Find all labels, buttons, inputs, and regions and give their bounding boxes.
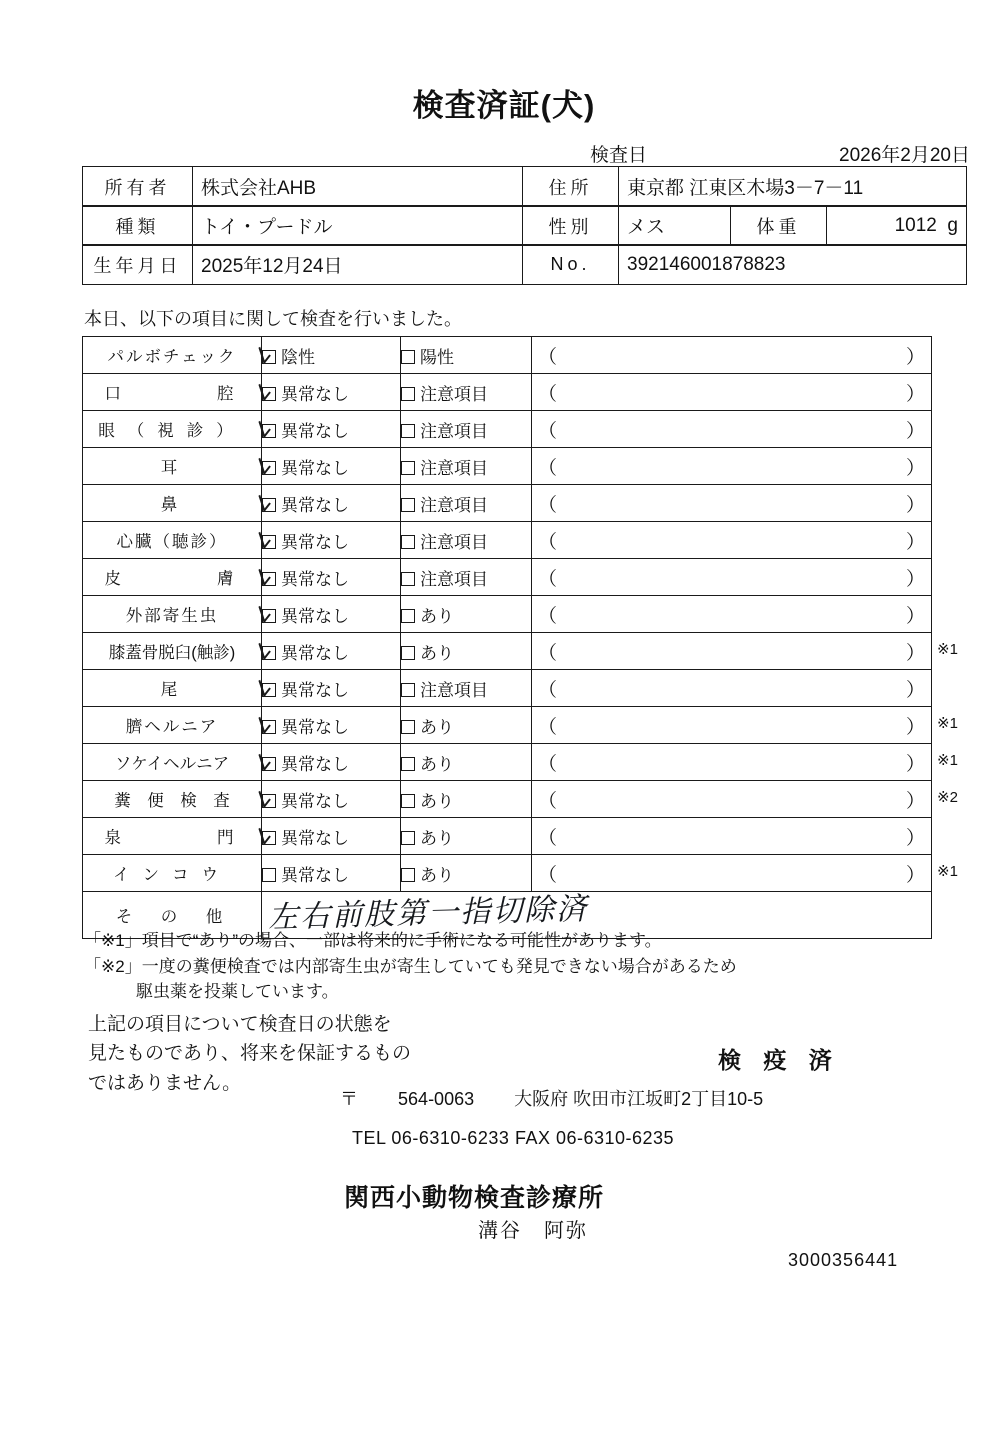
check-note-mark: ※1 xyxy=(937,641,958,658)
paren-close: ） xyxy=(905,420,925,442)
check-option-normal[interactable] xyxy=(262,411,401,448)
check-option-normal-label: 異常なし xyxy=(281,643,349,663)
table-row xyxy=(83,374,932,411)
check-option-normal-label: 異常なし xyxy=(281,532,349,552)
breed-value: トイ・プードル xyxy=(193,206,523,246)
doctor-name: 溝谷 阿弥 xyxy=(478,1220,588,1242)
serial-number: 3000356441 xyxy=(788,1250,899,1270)
check-remark-cell[interactable] xyxy=(532,633,958,670)
table-row xyxy=(83,448,932,485)
check-option-abnormal[interactable] xyxy=(401,374,532,411)
page-title: 検査済証(犬) xyxy=(412,88,596,123)
check-item-label: 外部寄生虫 xyxy=(83,596,262,633)
check-remark-cell[interactable] xyxy=(532,670,932,707)
check-option-normal-label: 異常なし xyxy=(281,680,349,700)
checkbox-icon[interactable] xyxy=(262,461,276,475)
check-remark-cell[interactable] xyxy=(532,559,932,596)
paren-open: （ xyxy=(538,420,558,442)
intro-text: 本日、以下の項目に関して検査を行いました。 xyxy=(84,309,462,329)
weight-value-cell xyxy=(827,206,967,246)
check-option-abnormal-label: 陽性 xyxy=(420,347,454,367)
weight-label: 体重 xyxy=(731,206,827,246)
check-option-normal[interactable] xyxy=(262,855,401,892)
paren-open: （ xyxy=(538,864,558,886)
check-option-normal[interactable] xyxy=(262,337,401,374)
checkbox-icon[interactable] xyxy=(401,387,415,401)
owner-info-table xyxy=(82,166,967,207)
postal-mark-icon: 〒 xyxy=(340,1089,358,1109)
checkbox-icon[interactable] xyxy=(401,831,415,845)
checkbox-icon[interactable] xyxy=(262,683,276,697)
check-option-normal-label: 異常なし xyxy=(281,828,349,848)
check-option-normal-label: 陰性 xyxy=(281,347,315,367)
checkbox-icon[interactable] xyxy=(401,720,415,734)
paren-close: ） xyxy=(905,531,925,553)
check-option-abnormal[interactable] xyxy=(401,559,532,596)
table-row xyxy=(83,559,932,596)
clinic-address-line xyxy=(340,1085,763,1111)
paren-open: （ xyxy=(538,679,558,701)
check-option-abnormal[interactable] xyxy=(401,485,532,522)
exam-date-label: 検査日 xyxy=(590,145,648,166)
clinic-name: 関西小動物検査診療所 xyxy=(344,1184,605,1212)
checkbox-icon[interactable] xyxy=(262,498,276,512)
paren-close: ） xyxy=(905,679,925,701)
checkbox-icon[interactable] xyxy=(401,868,415,882)
check-option-normal[interactable] xyxy=(262,707,401,744)
checkbox-icon[interactable] xyxy=(262,535,276,549)
quarantine-stamp: 検 疫 済 xyxy=(718,1047,840,1073)
checkbox-icon[interactable] xyxy=(401,646,415,660)
table-row xyxy=(83,707,932,744)
checkbox-icon[interactable] xyxy=(262,424,276,438)
check-remark-cell[interactable] xyxy=(532,337,932,374)
birth-id-table xyxy=(82,244,967,285)
table-row xyxy=(83,206,967,246)
other-handwriting: 左右前肢第一指切除済 xyxy=(267,891,589,936)
paren-open: （ xyxy=(538,568,558,590)
no-label: No. xyxy=(523,245,619,285)
check-option-abnormal-label: 注意項目 xyxy=(420,532,488,552)
check-option-normal-label: 異常なし xyxy=(281,606,349,626)
other-label: そ の 他 xyxy=(83,892,262,939)
check-note-mark: ※1 xyxy=(937,715,958,732)
check-remark-cell[interactable] xyxy=(532,522,932,559)
paren-open: （ xyxy=(538,494,558,516)
clinic-postal-code: 564-0063 xyxy=(398,1089,475,1109)
check-option-normal-label: 異常なし xyxy=(281,495,349,515)
table-row xyxy=(83,485,932,522)
paren-open: （ xyxy=(538,827,558,849)
check-option-abnormal-label: 注意項目 xyxy=(420,458,488,478)
check-item-label: 糞 便 検 査 xyxy=(83,781,262,818)
check-option-normal[interactable] xyxy=(262,522,401,559)
check-option-abnormal[interactable] xyxy=(401,633,532,670)
check-option-abnormal[interactable] xyxy=(401,522,532,559)
paren-close: ） xyxy=(905,827,925,849)
check-option-abnormal-label: あり xyxy=(420,717,454,737)
checkbox-icon[interactable] xyxy=(401,609,415,623)
check-option-abnormal-label: あり xyxy=(420,606,454,626)
check-option-abnormal[interactable] xyxy=(401,596,532,633)
paren-close: ） xyxy=(905,864,925,886)
checkbox-icon[interactable] xyxy=(262,609,276,623)
check-option-abnormal[interactable] xyxy=(401,448,532,485)
weight-unit: g xyxy=(947,214,958,236)
address-value: 東京都 江東区木場3－7－11 xyxy=(619,167,967,207)
clinic-address: 大阪府 吹田市江坂町2丁目10-5 xyxy=(514,1089,764,1109)
paren-open: （ xyxy=(538,790,558,812)
checkbox-icon[interactable] xyxy=(401,350,415,364)
check-item-label: 鼻 xyxy=(83,485,262,522)
check-remark-cell[interactable] xyxy=(532,411,932,448)
check-option-normal[interactable] xyxy=(262,670,401,707)
check-option-normal[interactable] xyxy=(262,633,401,670)
check-option-normal-label: 異常なし xyxy=(281,865,349,885)
birth-value: 2025年12月24日 xyxy=(193,245,523,285)
checkbox-icon[interactable] xyxy=(401,461,415,475)
paren-open: （ xyxy=(538,753,558,775)
check-item-label: 眼（視診） xyxy=(83,411,262,448)
table-row xyxy=(83,818,932,855)
check-remark-cell[interactable] xyxy=(532,744,958,781)
check-option-normal-label: 異常なし xyxy=(281,717,349,737)
check-item-label: インコウ xyxy=(83,855,262,892)
check-remark-cell[interactable] xyxy=(532,818,932,855)
check-remark-cell[interactable] xyxy=(532,596,932,633)
paren-open: （ xyxy=(538,531,558,553)
owner-value: 株式会社AHB xyxy=(193,167,523,207)
check-note-mark: ※1 xyxy=(937,863,958,880)
check-option-abnormal[interactable] xyxy=(401,337,532,374)
table-row xyxy=(83,781,932,818)
check-option-abnormal[interactable] xyxy=(401,411,532,448)
check-option-normal-label: 異常なし xyxy=(281,421,349,441)
check-note-mark: ※1 xyxy=(937,752,958,769)
check-option-abnormal[interactable] xyxy=(401,818,532,855)
paren-close: ） xyxy=(905,790,925,812)
checkbox-icon[interactable] xyxy=(401,757,415,771)
check-item-label: 臍ヘルニア xyxy=(83,707,262,744)
sex-label: 性別 xyxy=(523,206,619,246)
check-option-abnormal-label: あり xyxy=(420,643,454,663)
check-item-label: 耳 xyxy=(83,448,262,485)
check-option-normal[interactable] xyxy=(262,559,401,596)
paren-close: ） xyxy=(905,716,925,738)
check-remark-cell[interactable] xyxy=(532,374,932,411)
check-remark-cell[interactable] xyxy=(532,855,958,892)
check-remark-cell[interactable] xyxy=(532,707,958,744)
footnote-3: 駆虫薬を投薬しています。 xyxy=(136,982,339,1001)
table-row xyxy=(83,633,932,670)
table-row xyxy=(83,744,932,781)
check-option-abnormal-label: 注意項目 xyxy=(420,421,488,441)
check-option-abnormal[interactable] xyxy=(401,707,532,744)
owner-label: 所有者 xyxy=(83,167,193,207)
table-row xyxy=(83,522,932,559)
paren-close: ） xyxy=(905,494,925,516)
checkbox-icon[interactable] xyxy=(262,868,276,882)
paren-open: （ xyxy=(538,457,558,479)
check-option-normal[interactable] xyxy=(262,596,401,633)
checkbox-icon[interactable] xyxy=(262,720,276,734)
checkbox-icon[interactable] xyxy=(401,535,415,549)
check-option-normal[interactable] xyxy=(262,744,401,781)
check-option-abnormal-label: あり xyxy=(420,828,454,848)
check-option-abnormal-label: 注意項目 xyxy=(420,680,488,700)
check-option-normal-label: 異常なし xyxy=(281,754,349,774)
paren-close: ） xyxy=(905,383,925,405)
breed-label: 種類 xyxy=(83,206,193,246)
animal-info-table xyxy=(82,205,967,246)
examination-items-table xyxy=(82,336,958,939)
disclaimer-line-1: 上記の項目について検査日の状態を xyxy=(88,1014,392,1035)
paren-close: ） xyxy=(905,457,925,479)
birth-label: 生年月日 xyxy=(83,245,193,285)
check-option-abnormal-label: あり xyxy=(420,791,454,811)
table-row xyxy=(83,411,932,448)
footnote-1: 「※1」項目で“あり”の場合、一部は将来的に手術になる可能性があります。 xyxy=(84,931,662,950)
paren-close: ） xyxy=(905,346,925,368)
check-item-label: 心臓（聴診） xyxy=(83,522,262,559)
address-label: 住所 xyxy=(523,167,619,207)
paren-open: （ xyxy=(538,642,558,664)
check-option-abnormal[interactable] xyxy=(401,670,532,707)
checkbox-icon[interactable] xyxy=(262,572,276,586)
paren-close: ） xyxy=(905,568,925,590)
exam-date-value: 2026年2月20日 xyxy=(839,145,970,166)
table-row xyxy=(83,245,967,285)
check-option-abnormal-label: 注意項目 xyxy=(420,569,488,589)
check-option-abnormal-label: あり xyxy=(420,865,454,885)
check-remark-cell[interactable] xyxy=(532,781,958,818)
table-row xyxy=(83,167,967,207)
check-option-normal[interactable] xyxy=(262,448,401,485)
check-item-label: 膝蓋骨脱臼(触診) xyxy=(83,633,262,670)
weight-value: 1012 xyxy=(894,214,937,236)
check-option-normal-label: 異常なし xyxy=(281,569,349,589)
checkbox-icon[interactable] xyxy=(401,572,415,586)
table-row xyxy=(83,670,932,707)
check-option-normal-label: 異常なし xyxy=(281,384,349,404)
check-remark-cell[interactable] xyxy=(532,448,932,485)
table-row xyxy=(83,596,932,633)
check-option-normal-label: 異常なし xyxy=(281,791,349,811)
paren-close: ） xyxy=(905,642,925,664)
no-value: 392146001878823 xyxy=(619,245,967,285)
paren-open: （ xyxy=(538,605,558,627)
table-row xyxy=(83,337,932,374)
check-item-label: 尾 xyxy=(83,670,262,707)
check-item-label: 口 腔 xyxy=(83,374,262,411)
check-option-abnormal-label: 注意項目 xyxy=(420,384,488,404)
checkbox-icon[interactable] xyxy=(262,757,276,771)
footnotes xyxy=(84,928,944,1005)
checkbox-icon[interactable] xyxy=(401,498,415,512)
checkbox-icon[interactable] xyxy=(262,387,276,401)
check-note-mark: ※2 xyxy=(937,789,958,806)
paren-close: ） xyxy=(905,605,925,627)
check-item-label: 泉 門 xyxy=(83,818,262,855)
clinic-tel-fax: TEL 06-6310-6233 FAX 06-6310-6235 xyxy=(352,1128,675,1148)
checkbox-icon[interactable] xyxy=(401,683,415,697)
check-option-normal[interactable] xyxy=(262,781,401,818)
check-option-normal-label: 異常なし xyxy=(281,458,349,478)
check-option-abnormal[interactable] xyxy=(401,781,532,818)
check-option-normal[interactable] xyxy=(262,485,401,522)
checkbox-icon[interactable] xyxy=(262,646,276,660)
check-remark-cell[interactable] xyxy=(532,485,932,522)
check-option-abnormal-label: あり xyxy=(420,754,454,774)
check-option-normal[interactable] xyxy=(262,818,401,855)
disclaimer-line-2: 見たものであり、将来を保証するもの xyxy=(88,1043,412,1065)
checkbox-icon[interactable] xyxy=(262,794,276,808)
exam-date-row xyxy=(590,140,970,167)
disclaimer-line-3: ではありません。 xyxy=(88,1072,242,1094)
paren-open: （ xyxy=(538,383,558,405)
checkbox-icon[interactable] xyxy=(262,831,276,845)
sex-value: メス xyxy=(619,206,731,246)
checkbox-icon[interactable] xyxy=(262,350,276,364)
check-option-abnormal[interactable] xyxy=(401,744,532,781)
checkbox-icon[interactable] xyxy=(401,424,415,438)
paren-open: （ xyxy=(538,716,558,738)
check-item-label: ソケイヘルニア xyxy=(83,744,262,781)
check-item-label: 皮 膚 xyxy=(83,559,262,596)
paren-close: ） xyxy=(905,753,925,775)
check-option-abnormal-label: 注意項目 xyxy=(420,495,488,515)
checkbox-icon[interactable] xyxy=(401,794,415,808)
check-option-normal[interactable] xyxy=(262,374,401,411)
paren-open: （ xyxy=(538,346,558,368)
footnote-2: 「※2」一度の糞便検査では内部寄生虫が寄生していても発見できない場合があるため xyxy=(84,956,737,976)
check-item-label: パルボチェック xyxy=(83,337,262,374)
